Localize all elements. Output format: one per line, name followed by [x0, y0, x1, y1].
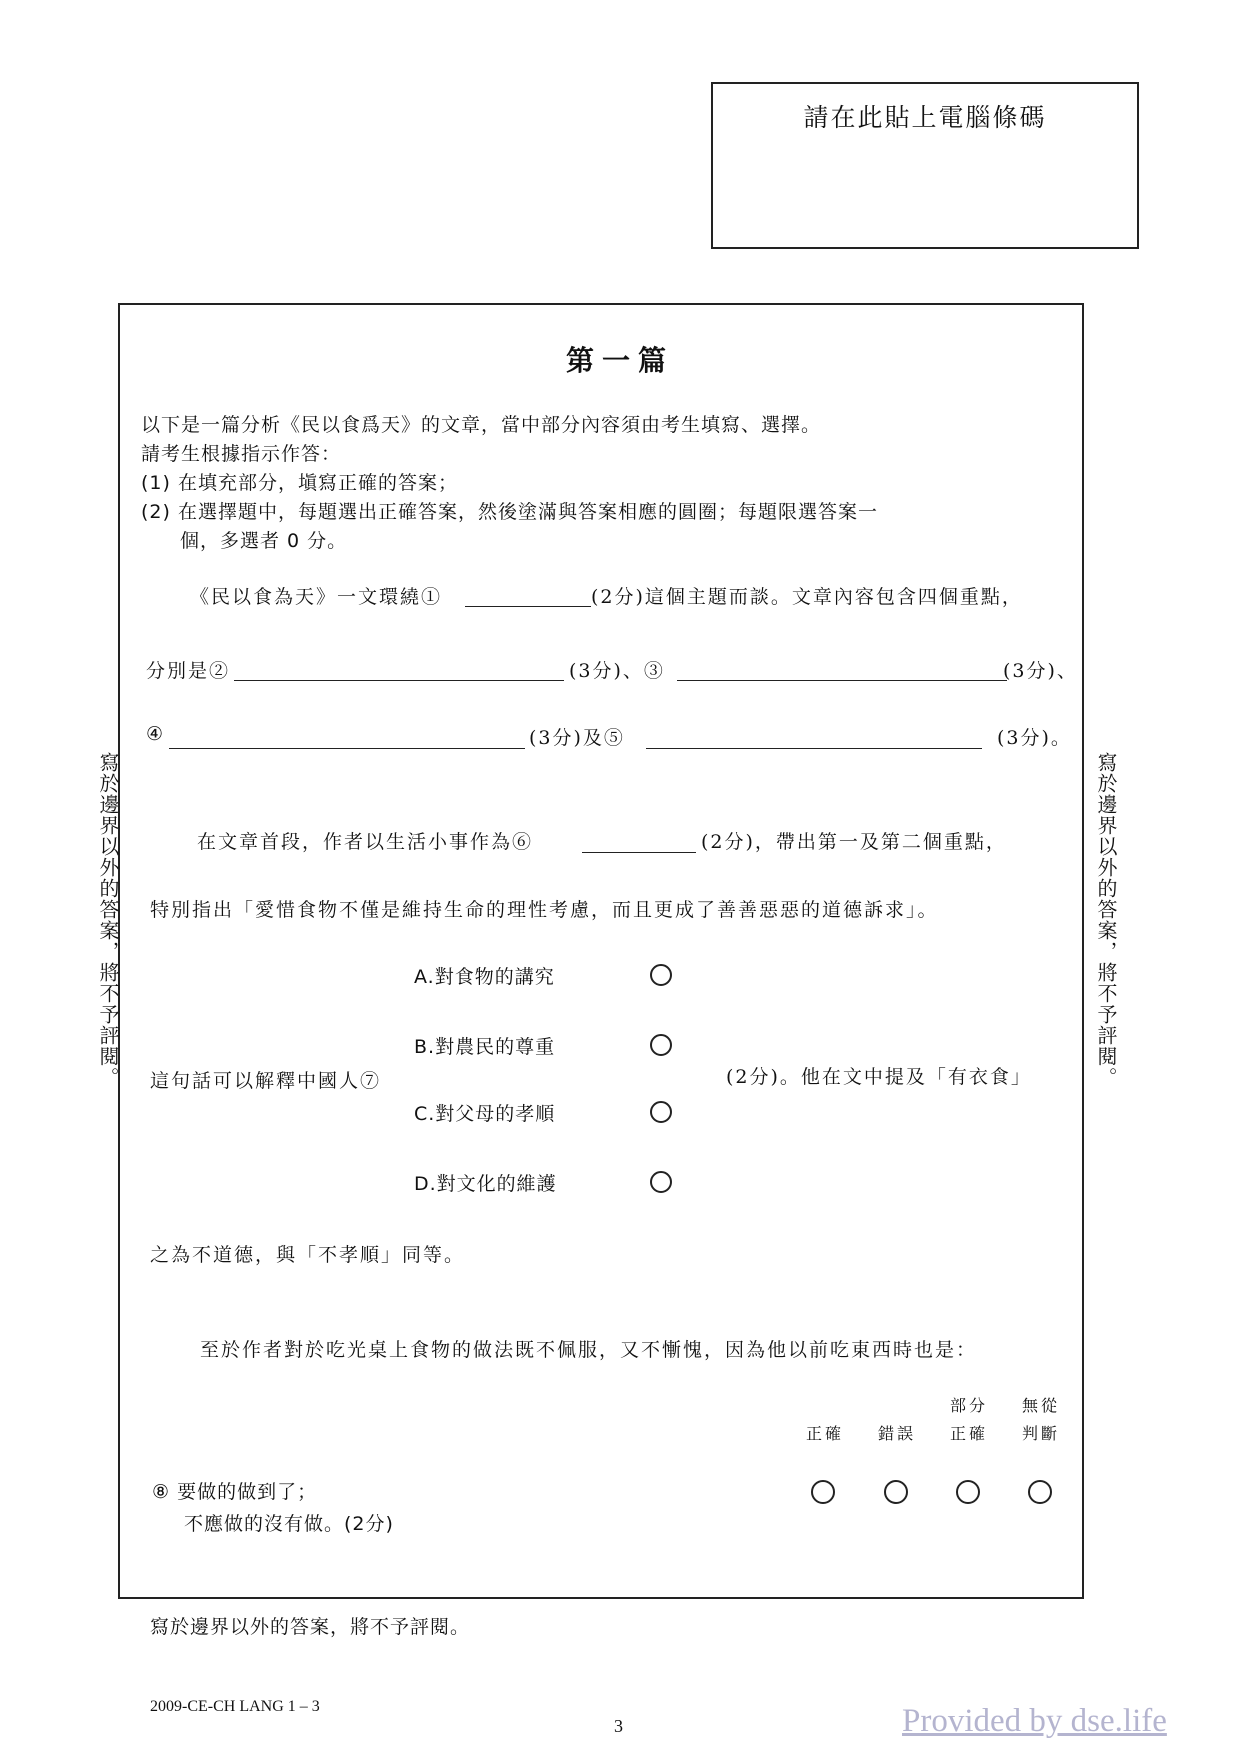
q7-option-b-label: B.對農民的尊重 — [414, 1036, 556, 1058]
para2-text-b: (2分)，帶出第一及第二個重點， — [701, 831, 1007, 853]
q7-option-a-bubble[interactable] — [650, 964, 672, 986]
bottom-note: 寫於邊界以外的答案，將不予評閱。 — [150, 1616, 471, 1638]
instruction-line-1: 以下是一篇分析《民以食爲天》的文章，當中部分內容須由考生填寫、選擇。 — [141, 414, 822, 436]
q7-option-c-label: C.對父母的孝順 — [414, 1103, 556, 1125]
judge-header-partly-correct: 部分 正確 — [949, 1396, 988, 1443]
para1-text-b: (2分)這個主題而談。文章內容包含四個重點， — [591, 586, 1023, 608]
q8-line-1: ⑧ 要做的做到了； — [152, 1481, 318, 1503]
q7-after-text: 之為不道德，與「不孝順」同等。 — [150, 1244, 466, 1266]
q8-bubble-wrong[interactable] — [884, 1480, 908, 1504]
barcode-label: 請在此貼上電腦條碼 — [803, 103, 1047, 132]
q8-bubble-correct[interactable] — [811, 1480, 835, 1504]
blank-1[interactable] — [465, 606, 591, 607]
page-number: 3 — [614, 1716, 623, 1736]
para1-text-h: (3分)。 — [997, 727, 1072, 749]
watermark-link[interactable]: Provided by dse.life — [902, 1703, 1167, 1739]
para1-text-e: (3分)、 — [1003, 660, 1078, 682]
q7-option-d-label: D.對文化的維護 — [414, 1173, 557, 1195]
judge-header-wrong: 錯誤 — [877, 1424, 916, 1443]
para2-text-a: 在文章首段，作者以生活小事作為⑥ — [197, 831, 534, 853]
instruction-line-5: 個，多選者 0 分。 — [180, 530, 348, 552]
q7-option-c-bubble[interactable] — [650, 1101, 672, 1123]
barcode-sticker-area — [711, 82, 1139, 249]
para1-text-f: ④ — [146, 723, 166, 745]
para2-text-c: 特別指出「愛惜食物不僅是維持生命的理性考慮，而且更成了善善惡惡的道德訴求」。 — [150, 899, 939, 921]
blank-2[interactable] — [234, 680, 564, 681]
section-title: 第一篇 — [565, 344, 674, 377]
blank-5[interactable] — [646, 748, 982, 749]
para1-text-g: (3分)及⑤ — [529, 727, 625, 749]
q7-lead-text: 這句話可以解釋中國人⑦ — [150, 1070, 382, 1092]
judge-header-cannot-judge: 無從 判斷 — [1021, 1396, 1060, 1443]
q7-option-b-bubble[interactable] — [650, 1034, 672, 1056]
instruction-line-2: 請考生根據指示作答： — [141, 443, 342, 465]
q7-option-a-label: A.對食物的講究 — [414, 966, 555, 988]
right-margin-note: 寫於邊界以外的答案，將不予評閱。 — [1094, 752, 1118, 1088]
blank-6[interactable] — [582, 852, 696, 853]
para3-text: 至於作者對於吃光桌上食物的做法既不佩服，又不慚愧，因為他以前吃東西時也是： — [200, 1339, 978, 1361]
paper-code: 2009-CE-CH LANG 1 – 3 — [150, 1698, 320, 1715]
judge-header-correct: 正確 — [805, 1424, 844, 1443]
q8-bubble-partly-correct[interactable] — [956, 1480, 980, 1504]
q8-bubble-cannot-judge[interactable] — [1028, 1480, 1052, 1504]
instruction-line-4: (2) 在選擇題中，每題選出正確答案，然後塗滿與答案相應的圓圈；每題限選答案一 — [141, 501, 878, 523]
left-margin-note: 寫於邊界以外的答案，將不予評閱。 — [96, 752, 120, 1088]
blank-3[interactable] — [677, 680, 1007, 681]
blank-4[interactable] — [169, 748, 525, 749]
q7-tail-text: (2分)。他在文中提及「有衣食」 — [726, 1066, 1032, 1088]
q7-option-d-bubble[interactable] — [650, 1171, 672, 1193]
q8-line-2: 不應做的沒有做。(2分) — [184, 1513, 394, 1535]
instruction-line-3: (1) 在填充部分，塡寫正確的答案； — [141, 472, 458, 494]
para1-text-a: 《民以食為天》一文環繞① — [190, 586, 443, 608]
para1-text-d: (3分)、③ — [569, 660, 665, 682]
para1-text-c: 分別是② — [146, 660, 231, 682]
